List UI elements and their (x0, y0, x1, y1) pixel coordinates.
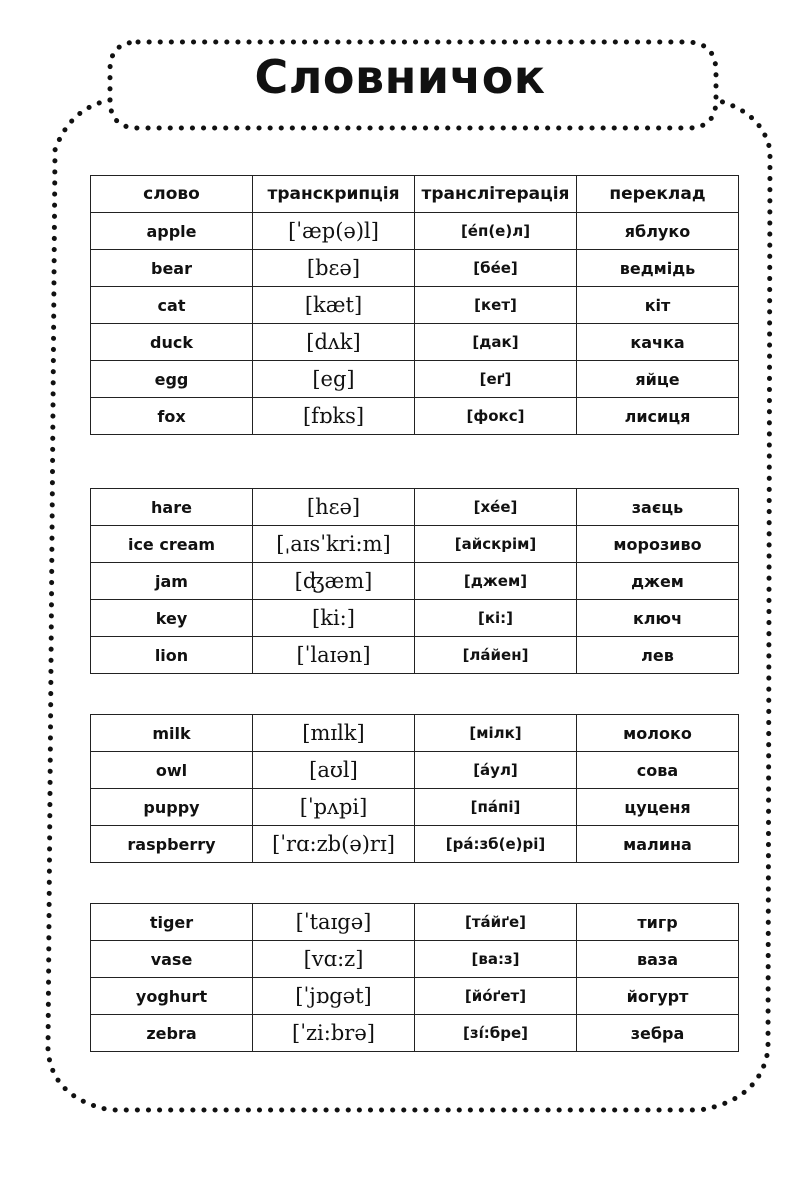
transcription-cell: [ˈzi:brə] (253, 1015, 415, 1052)
translation-cell: тигр (577, 904, 739, 941)
translation-cell: цуценя (577, 789, 739, 826)
transcription-cell: [ˈæp(ə)l] (253, 213, 415, 250)
word-cell: key (91, 600, 253, 637)
word-cell: jam (91, 563, 253, 600)
transcription-cell: [ˌaɪsˈkri:m] (253, 526, 415, 563)
table-row (91, 324, 739, 361)
transcription-cell: [bɛə] (253, 250, 415, 287)
header-transcription: транскрипція (253, 176, 415, 213)
transcription-cell: [dʌk] (253, 324, 415, 361)
word-cell: zebra (91, 1015, 253, 1052)
transliteration-cell: [пáпі] (415, 789, 577, 826)
table-row (91, 287, 739, 324)
transliteration-cell: [ва:з] (415, 941, 577, 978)
table-row (91, 904, 739, 941)
translation-cell: заєць (577, 489, 739, 526)
transliteration-cell: [бéе] (415, 250, 577, 287)
word-cell: ice cream (91, 526, 253, 563)
word-cell: puppy (91, 789, 253, 826)
transliteration-cell: [éп(е)л] (415, 213, 577, 250)
transliteration-cell: [еґ] (415, 361, 577, 398)
transcription-cell: [vɑ:z] (253, 941, 415, 978)
word-cell: cat (91, 287, 253, 324)
word-cell: vase (91, 941, 253, 978)
transliteration-cell: [зí:бре] (415, 1015, 577, 1052)
transcription-cell: [hɛə] (253, 489, 415, 526)
translation-cell: сова (577, 752, 739, 789)
transliteration-cell: [фокс] (415, 398, 577, 435)
word-cell: apple (91, 213, 253, 250)
transliteration-cell: [кет] (415, 287, 577, 324)
transcription-cell: [ˈrɑ:zb(ə)rɪ] (253, 826, 415, 863)
transcription-cell: [ʤæm] (253, 563, 415, 600)
table-row (91, 826, 739, 863)
transliteration-cell: [джем] (415, 563, 577, 600)
transcription-cell: [aʊl] (253, 752, 415, 789)
transcription-cell: [eg] (253, 361, 415, 398)
transliteration-cell: [хée] (415, 489, 577, 526)
table-row (91, 213, 739, 250)
translation-cell: морозиво (577, 526, 739, 563)
header-transliteration: транслітерація (415, 176, 577, 213)
transcription-cell: [ˈtaɪgə] (253, 904, 415, 941)
word-cell: lion (91, 637, 253, 674)
table-row (91, 1015, 739, 1052)
translation-cell: ключ (577, 600, 739, 637)
translation-cell: качка (577, 324, 739, 361)
transcription-cell: [ki:] (253, 600, 415, 637)
translation-cell: яйце (577, 361, 739, 398)
translation-cell: йогурт (577, 978, 739, 1015)
translation-cell: зебра (577, 1015, 739, 1052)
vocab-table-2 (90, 488, 739, 674)
vocab-table-4 (90, 903, 739, 1052)
transliteration-cell: [дак] (415, 324, 577, 361)
translation-cell: лев (577, 637, 739, 674)
vocab-table-3 (90, 714, 739, 863)
transliteration-cell: [лáйен] (415, 637, 577, 674)
translation-cell: малина (577, 826, 739, 863)
word-cell: hare (91, 489, 253, 526)
transcription-cell: [kæt] (253, 287, 415, 324)
table-row (91, 563, 739, 600)
translation-cell: лисиця (577, 398, 739, 435)
translation-cell: яблуко (577, 213, 739, 250)
table-row (91, 715, 739, 752)
translation-cell: молоко (577, 715, 739, 752)
word-cell: milk (91, 715, 253, 752)
translation-cell: ваза (577, 941, 739, 978)
transliteration-cell: [айскрім] (415, 526, 577, 563)
table-row (91, 637, 739, 674)
transcription-cell: [mɪlk] (253, 715, 415, 752)
transliteration-cell: [тáйґе] (415, 904, 577, 941)
word-cell: raspberry (91, 826, 253, 863)
table-header-row (91, 176, 739, 213)
table-row (91, 526, 739, 563)
transliteration-cell: [йóґет] (415, 978, 577, 1015)
vocab-table-1 (90, 175, 739, 435)
table-row (91, 361, 739, 398)
transliteration-cell: [áул] (415, 752, 577, 789)
translation-cell: ведмідь (577, 250, 739, 287)
transliteration-cell: [рá:зб(е)рі] (415, 826, 577, 863)
word-cell: egg (91, 361, 253, 398)
transliteration-cell: [мілк] (415, 715, 577, 752)
translation-cell: джем (577, 563, 739, 600)
word-cell: tiger (91, 904, 253, 941)
translation-cell: кіт (577, 287, 739, 324)
table-row (91, 600, 739, 637)
word-cell: owl (91, 752, 253, 789)
word-cell: yoghurt (91, 978, 253, 1015)
table-row (91, 250, 739, 287)
table-row (91, 489, 739, 526)
header-word: слово (91, 176, 253, 213)
header-translation: переклад (577, 176, 739, 213)
page-title: Словничок (254, 50, 546, 104)
table-row (91, 398, 739, 435)
transcription-cell: [ˈlaɪən] (253, 637, 415, 674)
table-row (91, 978, 739, 1015)
transliteration-cell: [кі:] (415, 600, 577, 637)
word-cell: duck (91, 324, 253, 361)
transcription-cell: [ˈpʌpi] (253, 789, 415, 826)
transcription-cell: [fɒks] (253, 398, 415, 435)
word-cell: bear (91, 250, 253, 287)
table-row (91, 752, 739, 789)
table-row (91, 789, 739, 826)
table-row (91, 941, 739, 978)
transcription-cell: [ˈjɒgət] (253, 978, 415, 1015)
word-cell: fox (91, 398, 253, 435)
